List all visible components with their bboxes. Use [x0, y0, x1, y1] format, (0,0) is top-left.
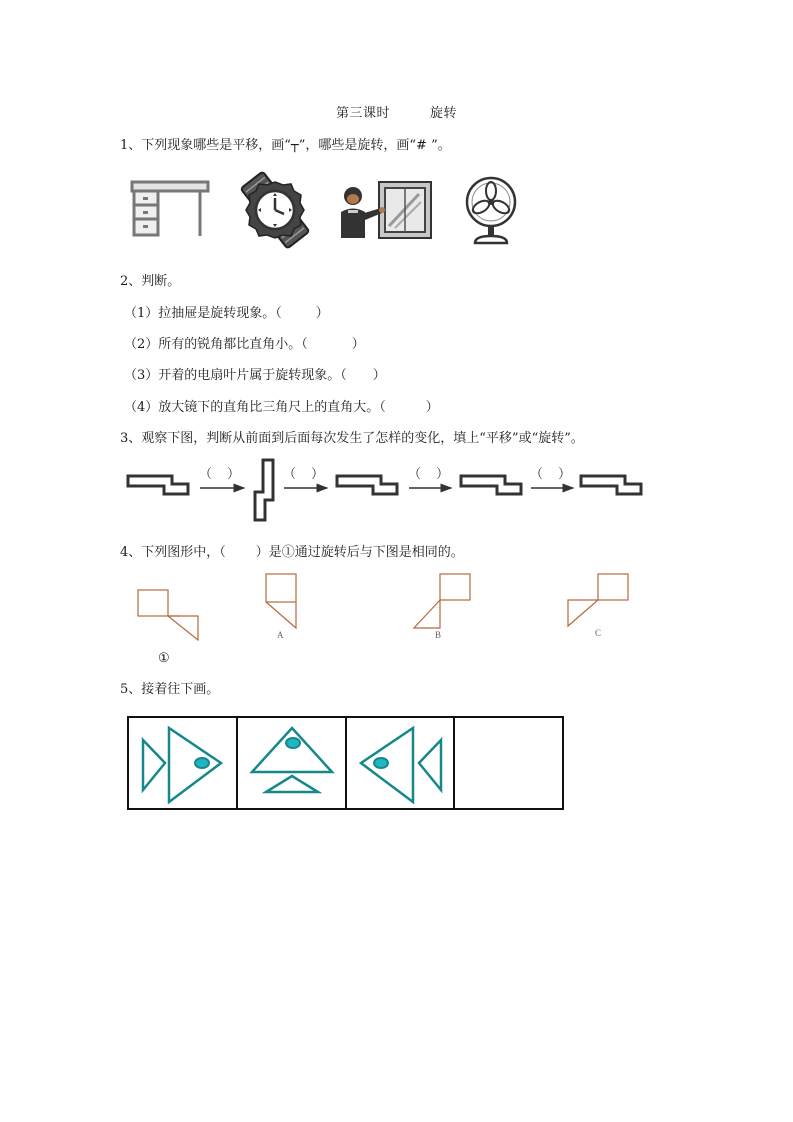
- q3-blank-4-open: （: [530, 466, 544, 481]
- translate-mark: ┬: [290, 138, 299, 153]
- question-4-prompt: [120, 541, 464, 560]
- q2-3-text: （3）开着的电扇叶片属于旋转现象。（: [124, 368, 347, 383]
- q4-original-label: ①: [158, 650, 170, 665]
- question-3-heading: 3、观察下图，判断从前面到后面每次发生了怎样的变化，填上“平移”或“旋转”。: [120, 431, 584, 446]
- q3-blank-1-close: ）: [227, 466, 241, 481]
- question-2-heading: 2、判断。: [120, 274, 181, 289]
- fish-cell-1: [129, 718, 238, 808]
- fish-cell-4-answer-area[interactable]: [455, 718, 562, 808]
- q3-blank-1-open: （: [199, 466, 213, 481]
- q3-shape-4: [461, 476, 521, 494]
- page-title: [0, 102, 793, 121]
- q3-blank-3-open: （: [408, 466, 422, 481]
- electric-fan-icon: [464, 176, 518, 248]
- q3-transform-sequence: [126, 452, 650, 528]
- q2-4-text: （4）放大镜下的直角比三角尺上的直角大。（: [124, 400, 386, 415]
- q2-3-close: ）: [372, 368, 386, 383]
- q4-option-b-figure: [414, 574, 470, 628]
- q3-blank-4-close: ）: [558, 466, 572, 481]
- q2-statement-1: [124, 302, 329, 321]
- q3-blank-2-close: ）: [311, 466, 325, 481]
- q3-shape-5: [581, 476, 641, 494]
- q4-original-figure: [138, 590, 198, 640]
- q4-figures: [124, 568, 644, 664]
- fish-facing-left-icon: [347, 718, 453, 808]
- q4-text-after: ）是①通过旋转后与下图是相同的。: [255, 545, 464, 560]
- q3-shape-1: [128, 476, 188, 494]
- q1-middle: ”，哪些是旋转，画“: [298, 138, 417, 153]
- q2-4-close: ）: [425, 400, 439, 415]
- q3-blank-2-open: （: [283, 466, 297, 481]
- fish-pattern-grid: [127, 716, 564, 810]
- q1-prefix: 1、下列现象哪些是平移，画“: [120, 138, 291, 153]
- q2-2-text: （2）所有的锐角都比直角小。（: [124, 337, 308, 352]
- rotate-mark: #: [416, 138, 432, 153]
- q4-option-a-label: A: [277, 630, 284, 640]
- lesson-number: 第三课时: [335, 106, 390, 121]
- q4-option-a-figure: [266, 574, 296, 628]
- question-1-prompt: [120, 134, 451, 153]
- fish-cell-2: [238, 718, 347, 808]
- sliding-window-icon: [335, 180, 433, 240]
- q4-option-b-label: B: [435, 630, 442, 640]
- q2-2-close: ）: [351, 337, 365, 352]
- q3-shape-2: [255, 460, 273, 520]
- q4-option-c-figure: [568, 574, 628, 626]
- q2-statement-4: [124, 396, 439, 415]
- desk-drawer-icon: [130, 178, 212, 240]
- q2-statement-3: [124, 364, 386, 383]
- q2-1-text: （1）拉抽屉是旋转现象。（: [124, 306, 282, 321]
- q4-text-before: 4、下列图形中，（: [120, 545, 226, 560]
- question-5-heading: 5、接着往下画。: [120, 682, 220, 697]
- lesson-topic: 旋转: [430, 106, 458, 121]
- fish-facing-up-icon: [238, 718, 344, 808]
- q3-shape-3: [337, 476, 397, 494]
- fish-facing-right-icon: [129, 718, 235, 808]
- fish-cell-3: [347, 718, 456, 808]
- q2-1-close: ）: [315, 306, 329, 321]
- q1-suffix: ”。: [431, 138, 451, 153]
- q2-statement-2: [124, 333, 365, 352]
- q4-option-c-label: C: [595, 628, 602, 638]
- watch-icon: [234, 172, 316, 248]
- q3-blank-3-close: ）: [436, 466, 450, 481]
